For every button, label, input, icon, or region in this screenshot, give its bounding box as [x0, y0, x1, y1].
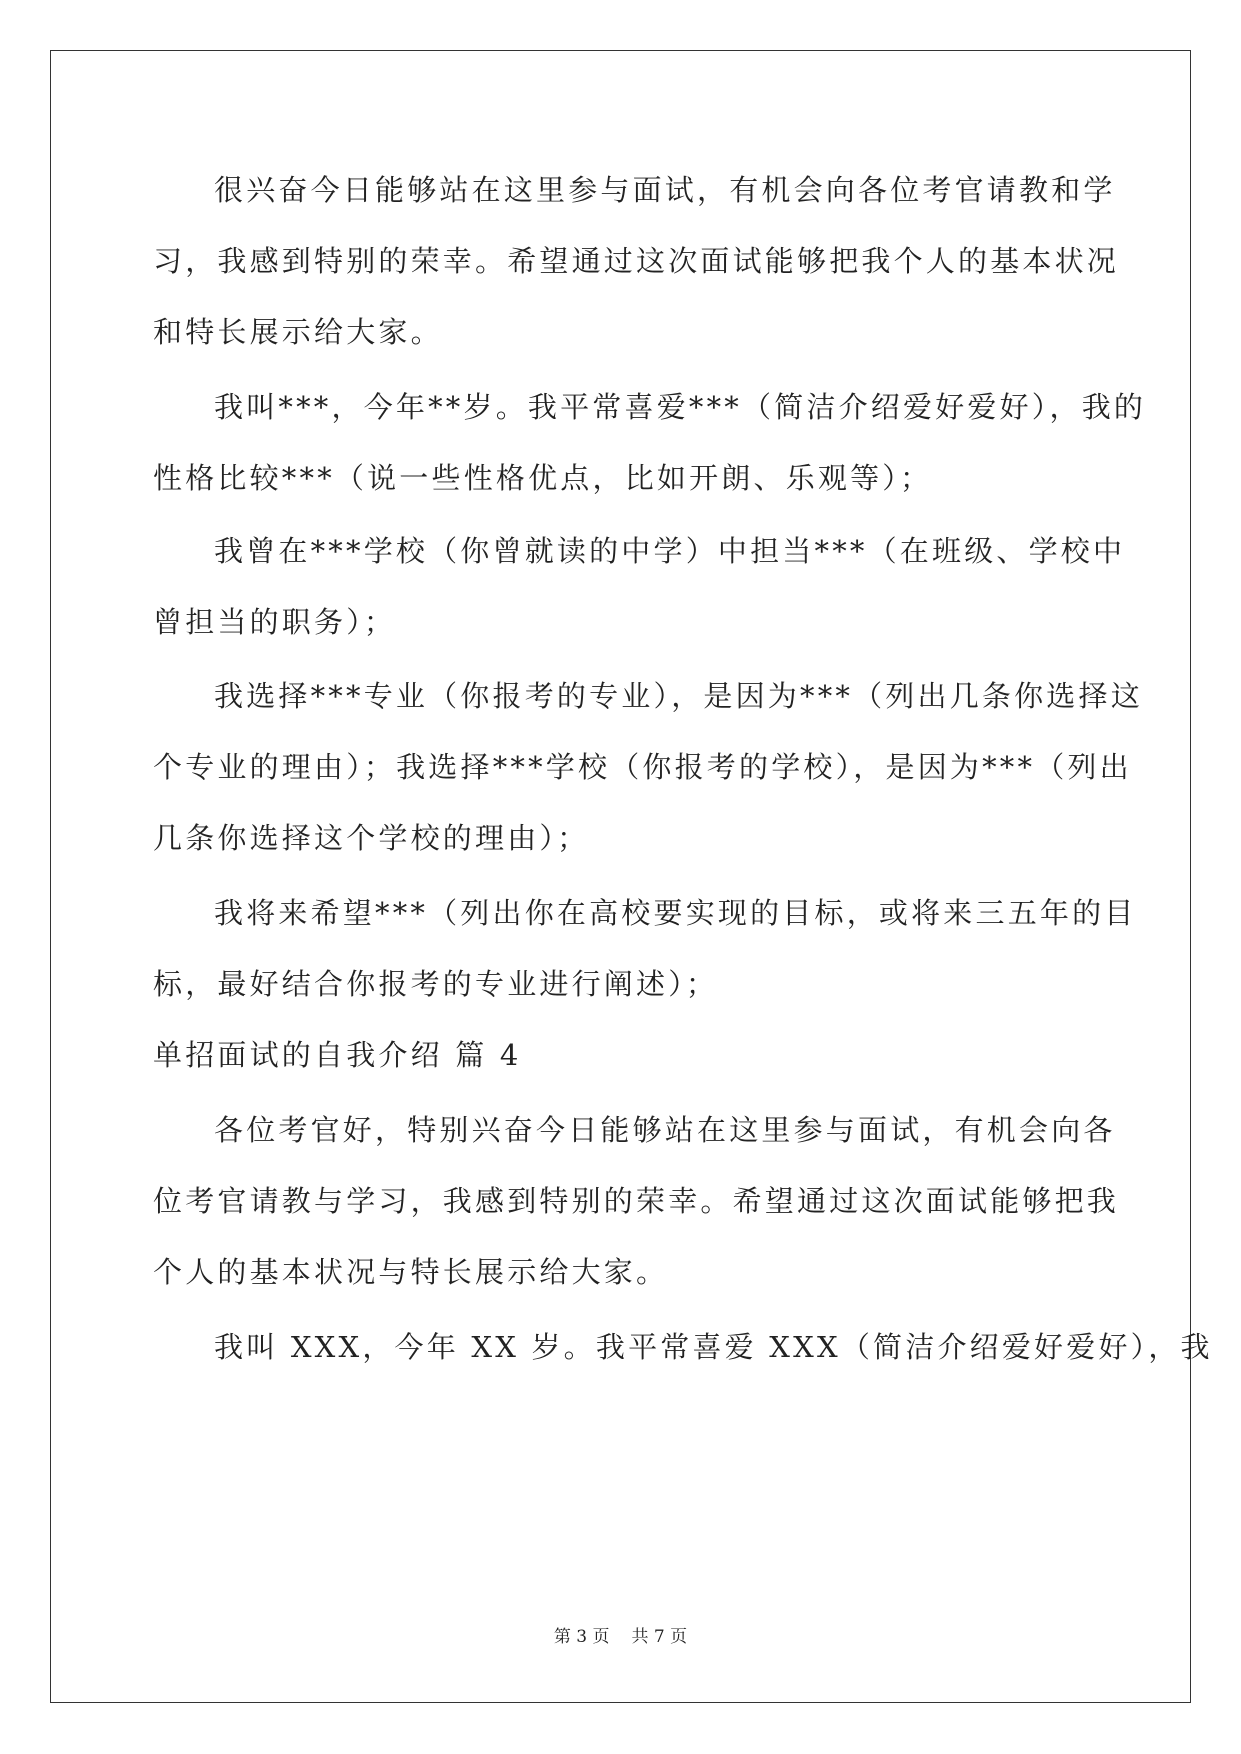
paragraph-line: 我将来希望***（列出你在高校要实现的目标，或将来三五年的目	[214, 896, 1137, 930]
paragraph-line: 个人的基本状况与特长展示给大家。	[153, 1255, 669, 1289]
paragraph-line: 各位考官好，特别兴奋今日能够站在这里参与面试，有机会向各	[214, 1113, 1116, 1147]
paragraph-line: 几条你选择这个学校的理由）；	[153, 821, 590, 855]
paragraph-line: 标，最好结合你报考的专业进行阐述）；	[153, 967, 719, 1001]
page-footer	[0, 1625, 1241, 1649]
paragraph-line: 和特长展示给大家。	[153, 315, 443, 349]
paragraph-line: 我曾在***学校（你曾就读的中学）中担当***（在班级、学校中	[214, 534, 1126, 568]
page-border	[50, 50, 1191, 1703]
paragraph-line: 位考官请教与学习，我感到特别的荣幸。希望通过这次面试能够把我	[153, 1184, 1120, 1218]
paragraph-line: 我叫 XXX，今年 XX 岁。我平常喜爱 XXX（简洁介绍爱好爱好），我	[214, 1330, 1213, 1364]
paragraph-line: 性格比较***（说一些性格优点，比如开朗、乐观等）；	[153, 461, 933, 495]
paragraph-line: 我选择***专业（你报考的专业），是因为***（列出几条你选择这	[214, 679, 1143, 713]
paragraph-line: 我叫***，今年**岁。我平常喜爱***（简洁介绍爱好爱好），我的	[214, 390, 1147, 424]
page-number: 第 3 页	[553, 1627, 610, 1647]
section-heading: 单招面试的自我介绍 篇 4	[153, 1038, 522, 1072]
page-total: 共 7 页	[631, 1627, 688, 1647]
paragraph-line: 曾担当的职务）；	[153, 605, 397, 639]
paragraph-line: 习，我感到特别的荣幸。希望通过这次面试能够把我个人的基本状况	[153, 244, 1120, 278]
paragraph-line: 个专业的理由）；我选择***学校（你报考的学校），是因为***（列出	[153, 750, 1132, 784]
paragraph-line: 很兴奋今日能够站在这里参与面试，有机会向各位考官请教和学	[214, 173, 1116, 207]
